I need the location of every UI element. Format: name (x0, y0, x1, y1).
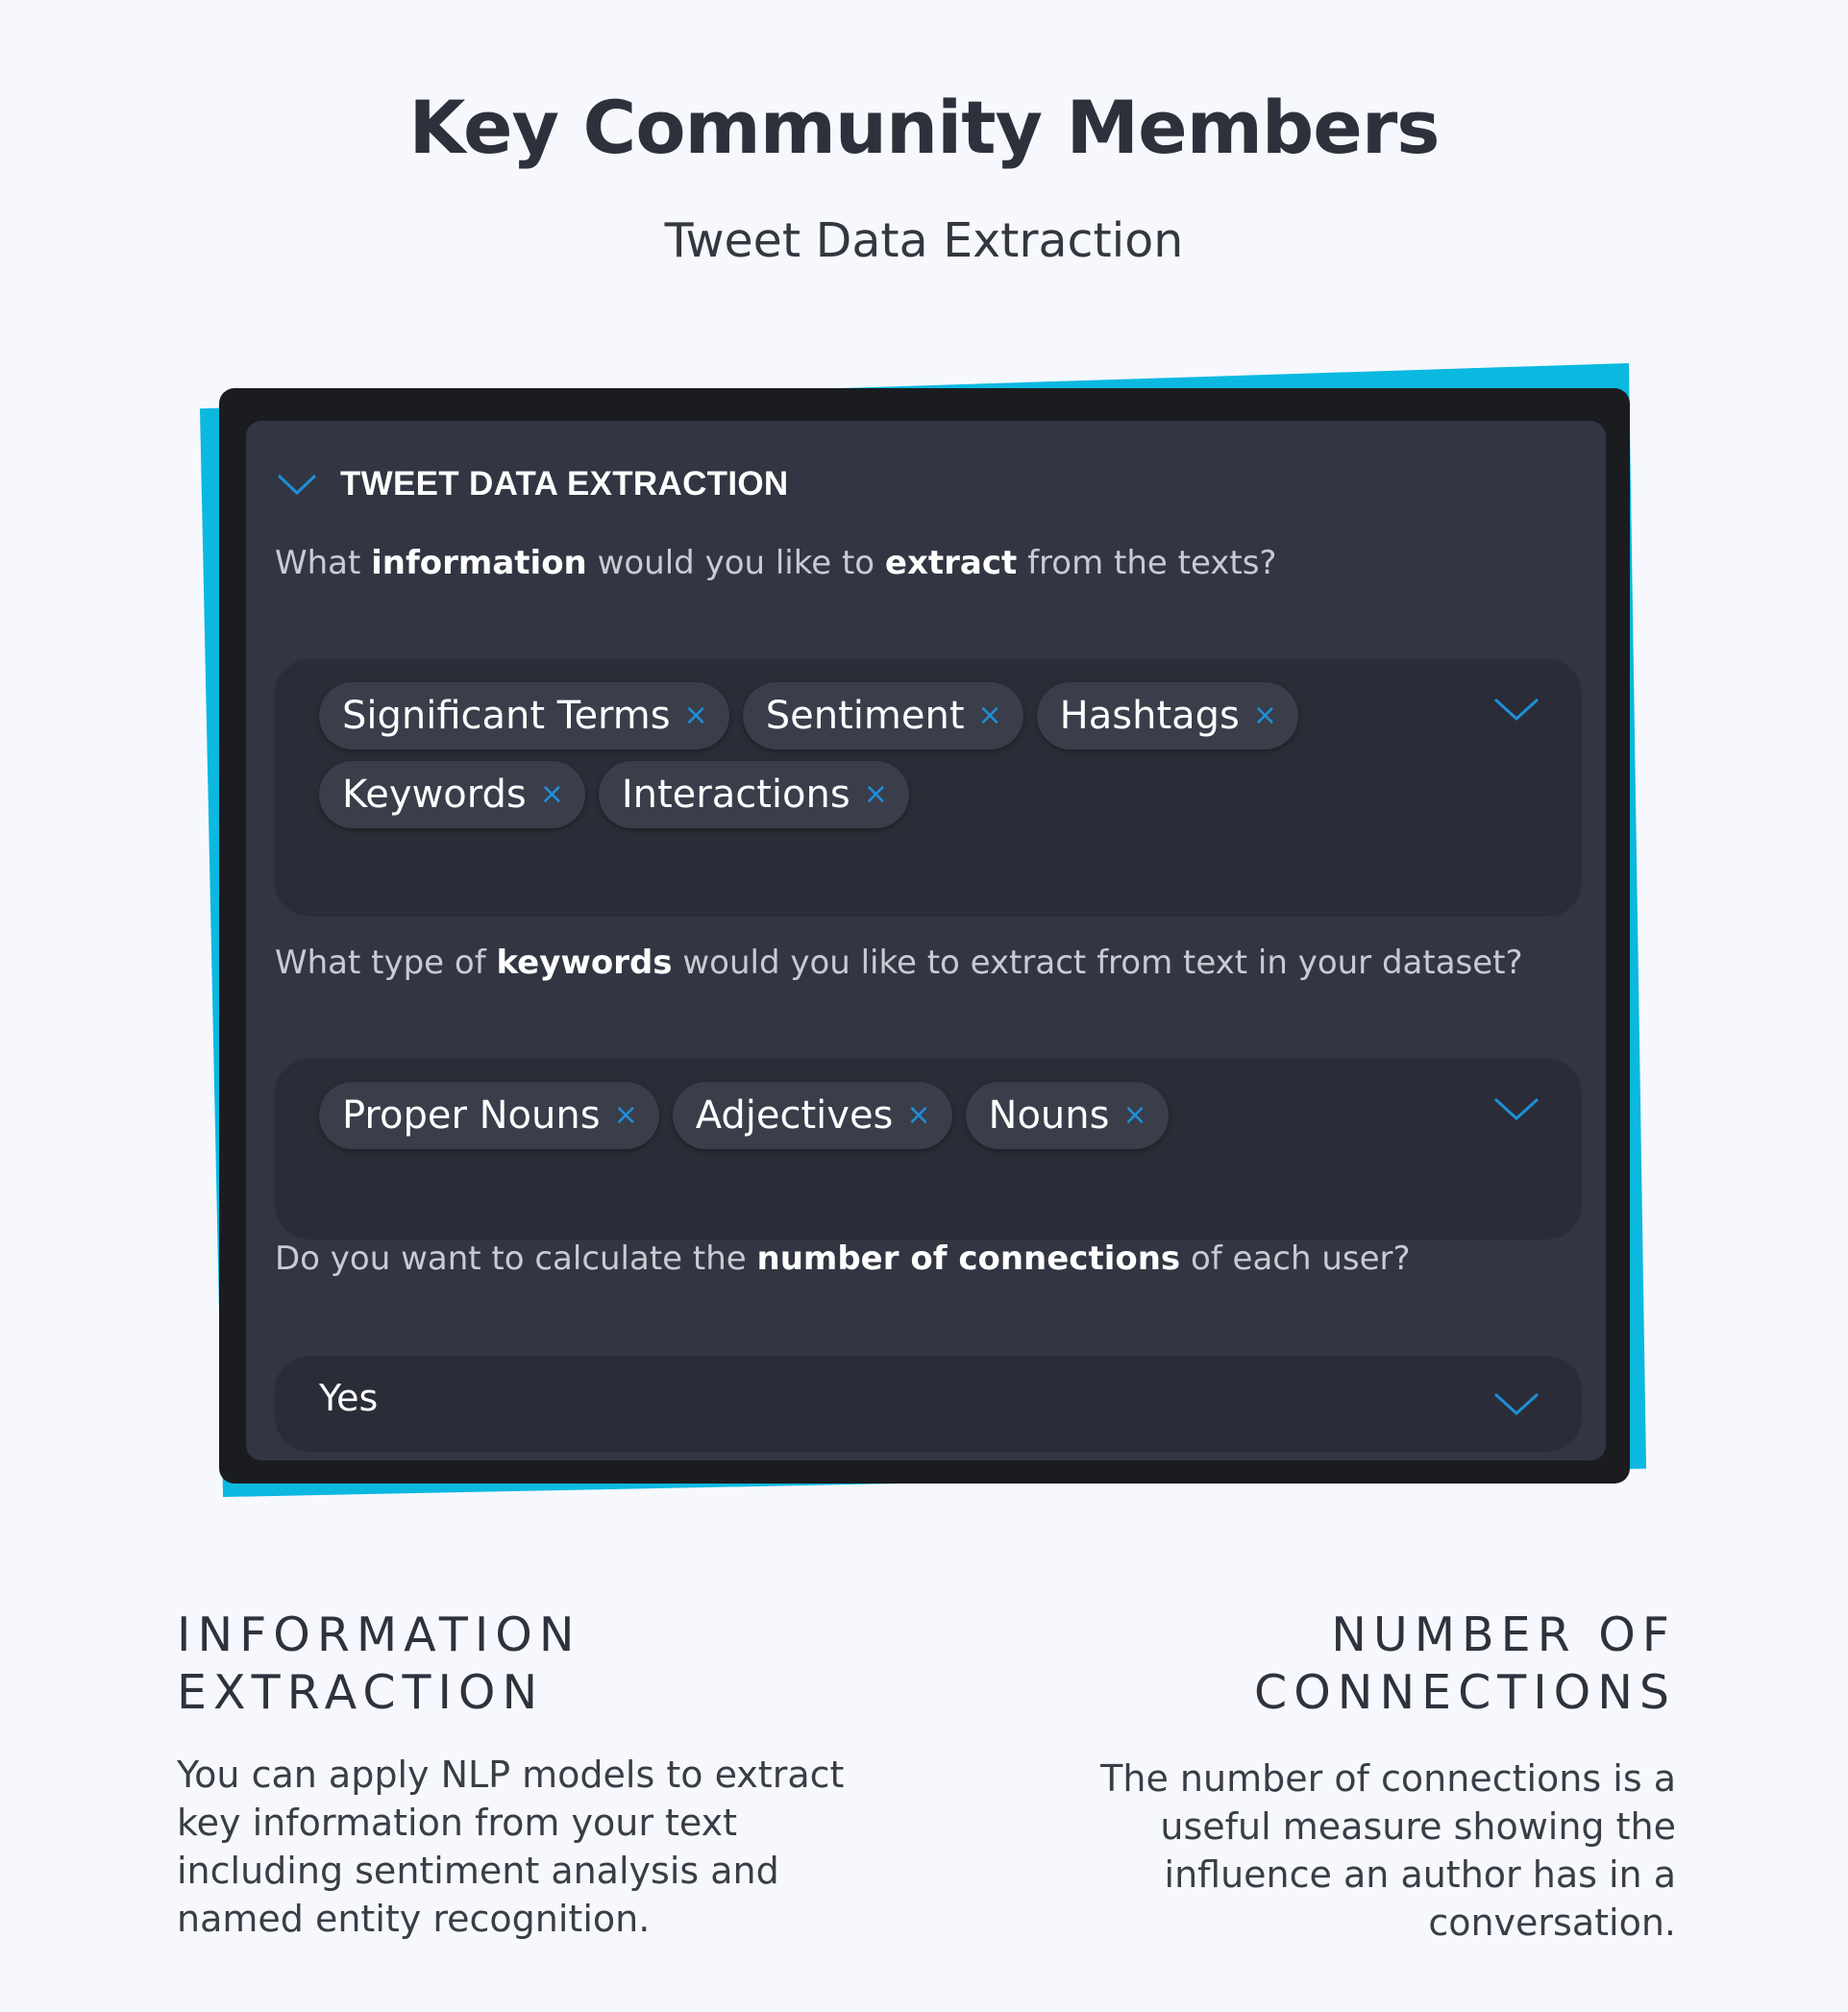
section-heading-number-of-connections (999, 1607, 1676, 1722)
close-icon[interactable]: × (613, 1098, 638, 1132)
heading-line: INFORMATION (177, 1607, 581, 1662)
question-text: would you like to extract from text in your dataset? (672, 944, 1523, 982)
body-line: The number of connections is a (1100, 1757, 1676, 1800)
select-value: Yes (319, 1377, 379, 1419)
question-text: What (275, 544, 372, 582)
close-icon[interactable]: × (1252, 699, 1278, 732)
body-line: including sentiment analysis and (177, 1850, 779, 1892)
section-body-number-of-connections (999, 1754, 1676, 1947)
tag-label: Adjectives (695, 1093, 894, 1138)
close-icon[interactable]: × (977, 699, 1002, 732)
tag-label: Nouns (988, 1093, 1110, 1138)
question-text: would you like to (586, 544, 885, 582)
panel-header-toggle[interactable] (275, 455, 788, 513)
tag-chip (599, 761, 909, 828)
tag-label: Sentiment (765, 694, 965, 738)
question-emphasis: keywords (496, 944, 673, 982)
body-line: influence an author has in a (1164, 1853, 1676, 1896)
chevron-down-icon[interactable] (1491, 684, 1541, 734)
page-title: Key Community Members (408, 85, 1440, 170)
close-icon[interactable]: × (683, 699, 708, 732)
question-text: Do you want to calculate the (275, 1239, 757, 1278)
tag-chip (319, 1082, 659, 1149)
body-line: named entity recognition. (177, 1898, 651, 1940)
information-multiselect[interactable] (275, 659, 1582, 917)
body-line: conversation. (1428, 1902, 1676, 1944)
question-emphasis: information (371, 544, 587, 582)
tweet-data-extraction-panel (246, 421, 1606, 1460)
tag-label: Keywords (342, 773, 527, 817)
chevron-down-icon[interactable] (275, 462, 319, 506)
tag-chip (966, 1082, 1169, 1149)
tag-chip (743, 682, 1023, 749)
body-line: useful measure showing the (1160, 1805, 1676, 1848)
question-text: of each user? (1180, 1239, 1411, 1278)
section-heading-information-extraction (177, 1607, 907, 1722)
question-text: What type of (275, 944, 497, 982)
heading-line: CONNECTIONS (1254, 1665, 1676, 1720)
question-emphasis: number of connections (756, 1239, 1181, 1278)
connections-select[interactable] (275, 1356, 1582, 1452)
close-icon[interactable]: × (906, 1098, 931, 1132)
page-subtitle: Tweet Data Extraction (664, 213, 1184, 268)
chevron-down-icon[interactable] (1491, 1084, 1541, 1134)
question-text: from the texts? (1017, 544, 1277, 582)
tag-label: Hashtags (1059, 694, 1240, 738)
close-icon[interactable]: × (539, 777, 564, 811)
heading-line: EXTRACTION (177, 1665, 545, 1720)
tag-chip (319, 682, 729, 749)
keywords-multiselect[interactable] (275, 1059, 1582, 1239)
heading-line: NUMBER OF (1331, 1607, 1676, 1662)
tag-label: Significant Terms (342, 694, 671, 738)
tag-label: Interactions (621, 773, 850, 817)
chevron-down-icon[interactable] (1491, 1379, 1541, 1429)
question-keywords (275, 944, 1523, 982)
question-information (275, 544, 1276, 582)
panel-title: TWEET DATA EXTRACTION (340, 465, 789, 503)
body-line: key information from your text (177, 1802, 738, 1844)
tag-chip (1037, 682, 1298, 749)
body-line: You can apply NLP models to extract (177, 1754, 845, 1796)
tag-chip (319, 761, 585, 828)
question-emphasis: extract (884, 544, 1018, 582)
tag-label: Proper Nouns (342, 1093, 601, 1138)
close-icon[interactable]: × (1122, 1098, 1147, 1132)
question-connections (275, 1239, 1411, 1278)
section-body-information-extraction (177, 1751, 907, 1943)
close-icon[interactable]: × (863, 777, 888, 811)
tag-chip (673, 1082, 952, 1149)
